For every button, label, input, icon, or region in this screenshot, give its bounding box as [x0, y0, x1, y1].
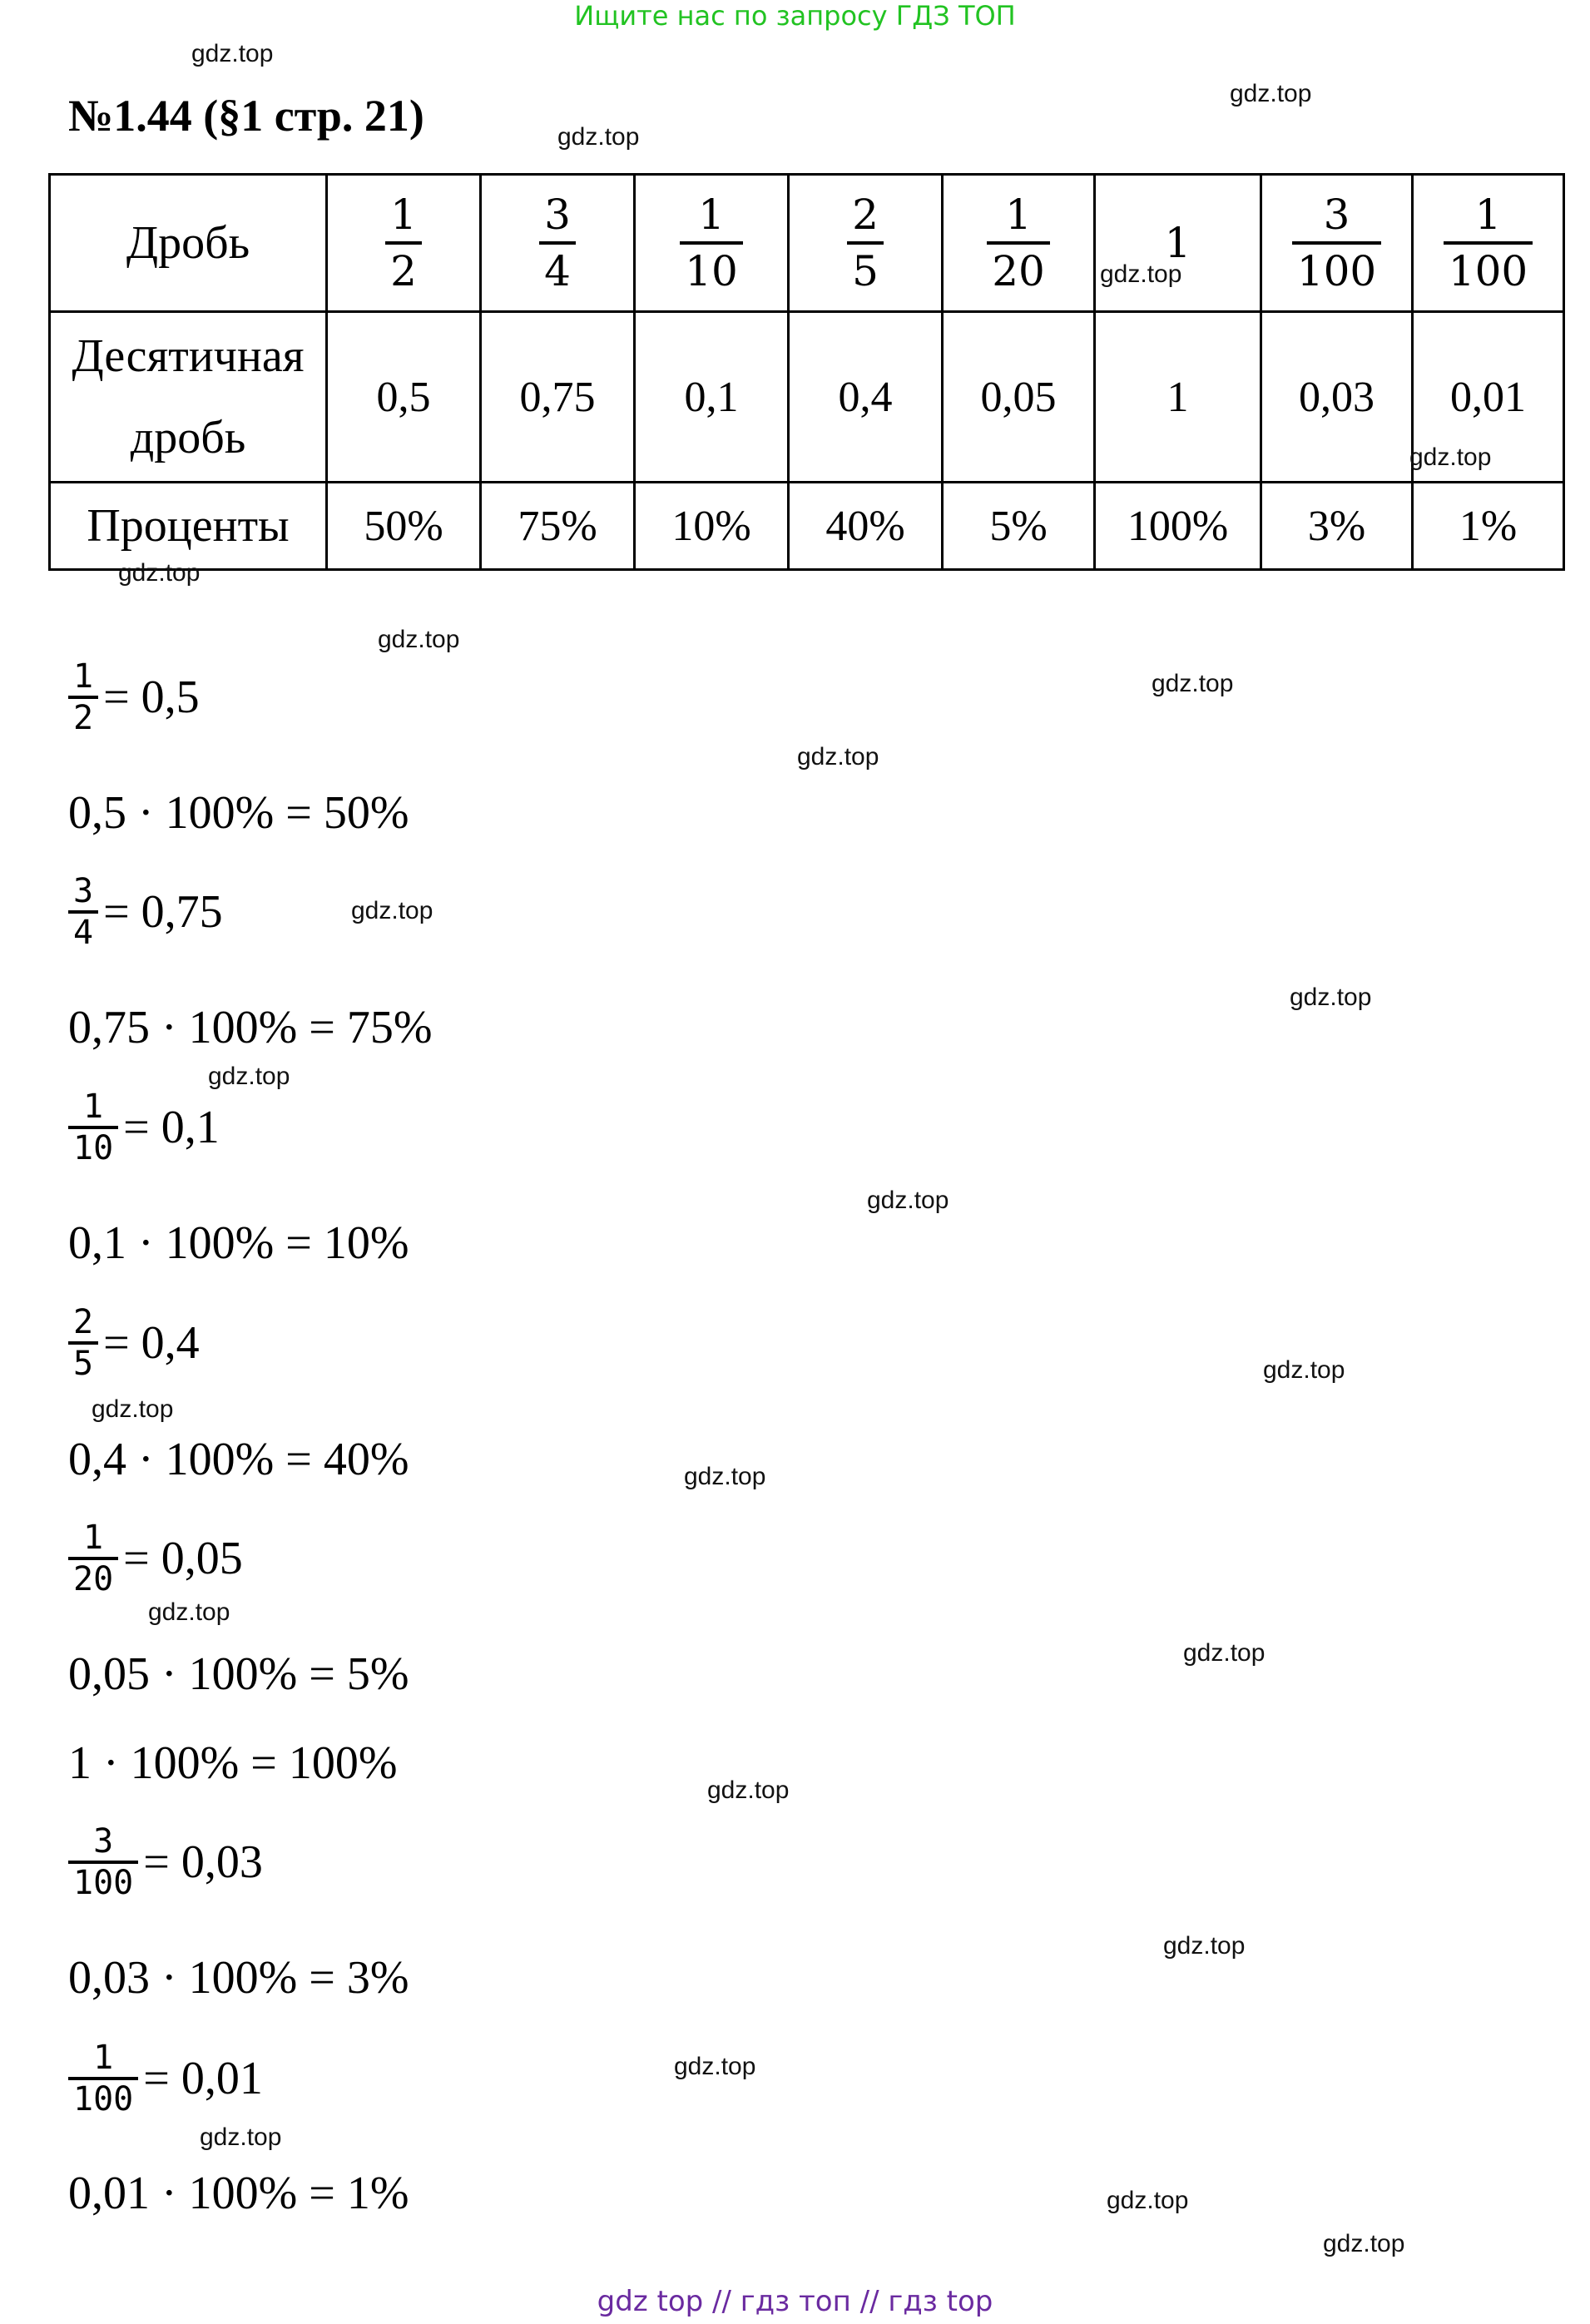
work-line: $\frac{3}{4}$ = 0,75 — [68, 872, 223, 952]
watermark: gdz.top — [1263, 1356, 1345, 1384]
work-line: 0,5 · 100% = 50% — [68, 787, 409, 839]
work-line: $\frac{1}{100}$ = 0,01 — [68, 2039, 263, 2118]
fraction-cell: $\frac{1}{10}$ — [635, 175, 789, 312]
decimal-cell: 1 — [1095, 312, 1261, 483]
watermark: gdz.top — [1107, 2187, 1189, 2214]
work-line: 0,05 · 100% = 5% — [68, 1648, 409, 1700]
decimal-cell: 0,1 — [635, 312, 789, 483]
fraction-cell: $\frac{1}{100}$ — [1413, 175, 1564, 312]
watermark: gdz.top — [684, 1463, 766, 1490]
percent-cell: 75% — [481, 483, 635, 570]
conversion-table — [48, 173, 1565, 571]
decimal-cell: 0,05 — [943, 312, 1095, 483]
percent-cell: 40% — [789, 483, 943, 570]
watermark: gdz.top — [1163, 1932, 1246, 1960]
decimal-row — [50, 312, 1564, 483]
watermark: gdz.top — [1290, 984, 1372, 1011]
watermark: gdz.top — [1409, 443, 1492, 471]
watermark: gdz.top — [1100, 260, 1182, 288]
decimal-cell: 0,01 — [1413, 312, 1564, 483]
work-line: $\frac{1}{10}$ = 0,1 — [68, 1088, 220, 1167]
watermark: gdz.top — [797, 743, 879, 771]
fraction-cell: $\frac{2}{5}$ — [789, 175, 943, 312]
work-line: 0,03 · 100% = 3% — [68, 1952, 409, 2004]
fraction-cell: $\frac{3}{100}$ — [1261, 175, 1413, 312]
percent-cell: 50% — [327, 483, 481, 570]
decimal-cell: 0,5 — [327, 312, 481, 483]
page-title: №1.44 (§1 стр. 21) — [68, 91, 424, 141]
percent-row — [50, 483, 1564, 570]
percent-cell: 1% — [1413, 483, 1564, 570]
watermark: gdz.top — [351, 897, 433, 924]
watermark: gdz.top — [92, 1395, 174, 1423]
watermark: gdz.top — [1152, 670, 1234, 697]
percent-cell: 3% — [1261, 483, 1413, 570]
watermark: gdz.top — [1323, 2230, 1405, 2257]
watermark: gdz.top — [867, 1187, 949, 1214]
work-line: $\frac{1}{2}$ = 0,5 — [68, 657, 200, 737]
work-line: 0,1 · 100% = 10% — [68, 1217, 409, 1269]
watermark: gdz.top — [118, 559, 201, 587]
watermark: gdz.top — [148, 1598, 230, 1626]
row-label-decimal: Десятичная дробь — [50, 312, 327, 483]
work-line: 0,01 · 100% = 1% — [68, 2168, 409, 2219]
watermark: gdz.top — [200, 2123, 282, 2151]
row-label-percent: Проценты — [50, 483, 327, 570]
watermark: gdz.top — [557, 123, 640, 151]
work-line: $\frac{1}{20}$ = 0,05 — [68, 1519, 243, 1598]
fraction-cell: 1 — [1095, 175, 1261, 312]
watermark: gdz.top — [191, 40, 274, 67]
row-label-fraction: Дробь — [50, 175, 327, 312]
watermark: gdz.top — [1183, 1639, 1266, 1667]
percent-cell: 10% — [635, 483, 789, 570]
fraction-row — [50, 175, 1564, 312]
decimal-cell: 0,03 — [1261, 312, 1413, 483]
fraction-cell: $\frac{1}{20}$ — [943, 175, 1095, 312]
work-line: $\frac{2}{5}$ = 0,4 — [68, 1303, 200, 1383]
percent-cell: 100% — [1095, 483, 1261, 570]
watermark: gdz.top — [674, 2053, 756, 2080]
watermark: gdz.top — [1230, 80, 1312, 107]
watermark: gdz.top — [208, 1063, 290, 1090]
work-line: $\frac{3}{100}$ = 0,03 — [68, 1822, 263, 1902]
work-line: 1 · 100% = 100% — [68, 1737, 398, 1789]
work-line: 0,4 · 100% = 40% — [68, 1434, 409, 1485]
decimal-cell: 0,4 — [789, 312, 943, 483]
top-banner: Ищите нас по запросу ГДЗ ТОП — [574, 0, 1016, 32]
footer: gdz top // гдз топ // гдз top — [597, 2285, 993, 2318]
work-line: 0,75 · 100% = 75% — [68, 1002, 433, 1053]
percent-cell: 5% — [943, 483, 1095, 570]
fraction-cell: $\frac{3}{4}$ — [481, 175, 635, 312]
watermark: gdz.top — [707, 1776, 790, 1804]
watermark: gdz.top — [378, 626, 460, 653]
decimal-cell: 0,75 — [481, 312, 635, 483]
fraction-cell: $\frac{1}{2}$ — [327, 175, 481, 312]
